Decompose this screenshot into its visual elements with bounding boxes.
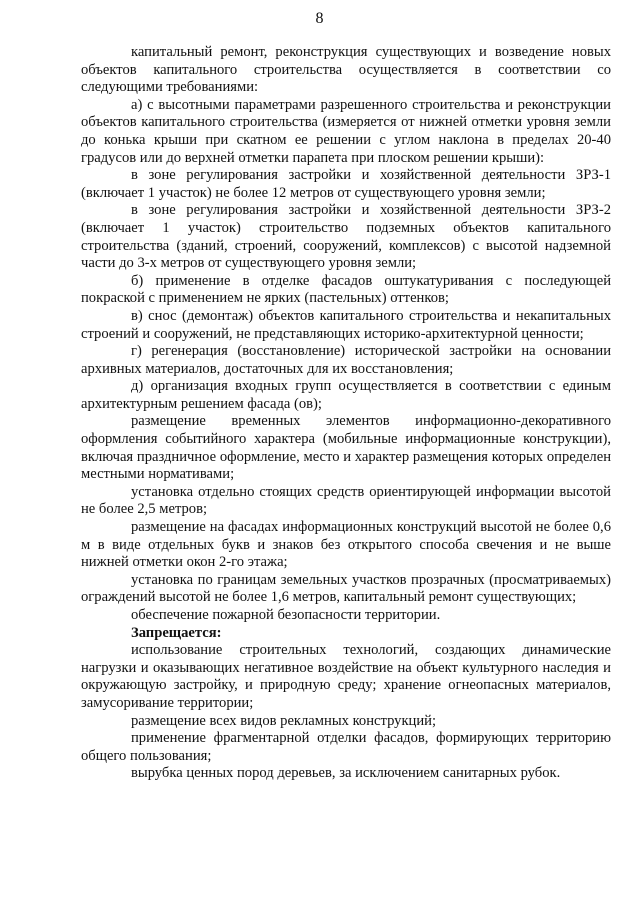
document-body <box>81 44 611 783</box>
paragraph-prohibited-technologies: использование строительных технологий, создающих динамические нагрузки и оказывающих негативное воздействие на объект культурного наследия и окружающую застройку, и природную среду; хранение огнеопасных материалов, замусоривание территории; <box>81 642 611 711</box>
prohibited-heading: Запрещается: <box>131 624 222 641</box>
page-number: 8 <box>315 10 324 27</box>
paragraph-prohibited-tree-felling: вырубка ценных пород деревьев, за исключением санитарных рубок. <box>131 765 561 782</box>
paragraph-orientation-signs: установка отдельно стоящих средств ориентирующей информации высотой не более 2,5 метров; <box>81 483 611 518</box>
paragraph-item-v: в) снос (демонтаж) объектов капитального строительства и некапитальных строений и сооружений, не представляющих историко-архитектурной ценности; <box>81 307 611 342</box>
paragraph-fences: установка по границам земельных участков прозрачных (просматриваемых) ограждений высотой не более 1,6 метров, капитальный ремонт существующих; <box>81 571 611 606</box>
paragraph-fire-safety: обеспечение пожарной безопасности территории. <box>131 607 441 623</box>
paragraph-item-d: д) организация входных групп осуществляется в соответствии с единым архитектурным решением фасада (ов); <box>81 378 611 412</box>
paragraph-item-g: г) регенерация (восстановление) исторической застройки на основании архивных материалов, достаточных для их восстановления; <box>81 343 611 377</box>
paragraph-zrz-2: в зоне регулирования застройки и хозяйственной деятельности ЗРЗ-2 (включает 1 участок) строительство подземных объектов капитального строительства (зданий, строений, сооружений, комплексов) с высотой надземной части до 3-х метров от существующего уровня земли; <box>81 202 611 272</box>
paragraph-temporary-decor: размещение временных элементов информационно-декоративного оформления событийного характера (мобильные информационные конструкции), включая праздничное оформление, место и характер размещения которых определен местными нормативами; <box>81 413 611 483</box>
paragraph-item-a: а) с высотными параметрами разрешенного строительства и реконструкции объектов капитального строительства (измеряется от нижней отметки уровня земли до конька крыши при скатном ее решении с углом наклона в пределах 20-40 градусов или до верхней отметки парапета при плоском решении крыши): <box>81 96 611 166</box>
paragraph-prohibited-fragmentary-finish: применение фрагментарной отделки фасадов, формирующих территорию общего пользования; <box>81 730 611 764</box>
paragraph-intro: капитальный ремонт, реконструкция существующих и возведение новых объектов капитального строительства осуществляется в соответствии со следующими требованиями: <box>81 44 611 96</box>
paragraph-facade-signs: размещение на фасадах информационных конструкций высотой не более 0,6 м в виде отдельных букв и знаков без открытого способа свечения и не выше нижней отметки окон 2-го этажа; <box>81 519 611 571</box>
paragraph-item-b: б) применение в отделке фасадов оштукатуривания с последующей покраской с применением не ярких (пастельных) оттенков; <box>81 272 611 307</box>
paragraph-prohibited-advertising: размещение всех видов рекламных конструкций; <box>131 712 437 729</box>
paragraph-zrz-1: в зоне регулирования застройки и хозяйственной деятельности ЗРЗ-1 (включает 1 участок) не более 12 метров от существующего уровня земли; <box>81 167 611 201</box>
